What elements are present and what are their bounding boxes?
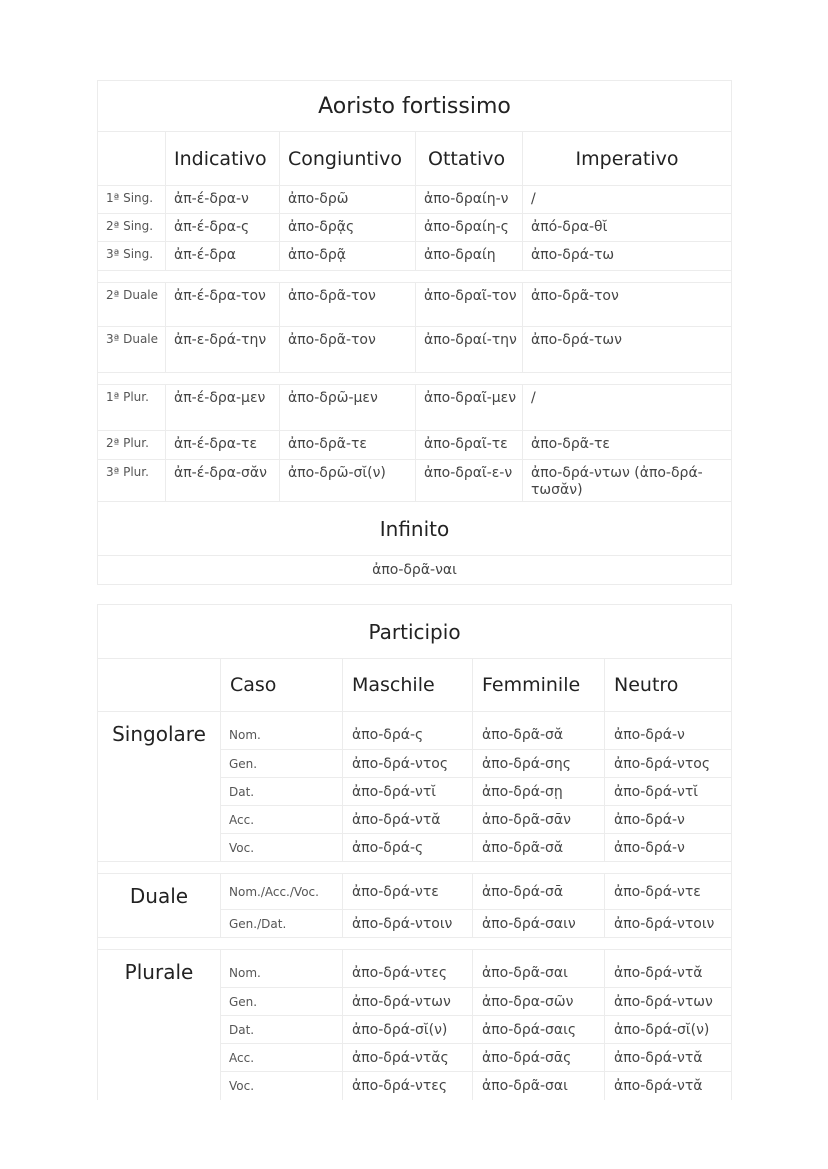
cell: ἀπό-δρα-θῐ: [523, 214, 732, 242]
cell: ἀπο-δρά-ντες: [343, 950, 473, 988]
cell: ἀπο-δρᾷς: [280, 214, 416, 242]
row-label: 2ª Sing.: [98, 214, 166, 242]
cell: ἀπο-δρά-ντᾰς: [343, 1044, 473, 1072]
cell: ἀπο-δρά-ς: [343, 834, 473, 862]
row-label: 1ª Sing.: [98, 186, 166, 214]
infinito-value: ἀπο-δρᾶ-ναι: [98, 556, 732, 585]
table-row: [98, 950, 732, 988]
cell: ἀπο-δραίη-ν: [416, 186, 523, 214]
cell: ἀπο-δρᾶ-σαι: [473, 1072, 605, 1100]
infinito-title: Infinito: [98, 502, 732, 556]
row-label: 2ª Duale: [98, 283, 166, 327]
cell: ἀπο-δρά-ντε: [605, 874, 732, 910]
cell: ἀπο-δρᾶ-σαι: [473, 950, 605, 988]
row-separator: [98, 271, 732, 283]
cell: ἀπο-δρά-σης: [473, 750, 605, 778]
cell: ἀπο-δρῶ-μεν: [280, 385, 416, 431]
case-label: Voc.: [221, 1072, 343, 1100]
cell: ἀπ-έ-δρα-ν: [166, 186, 280, 214]
case-label: Nom.: [221, 950, 343, 988]
case-label: Dat.: [221, 1016, 343, 1044]
header-femminile: Femminile: [473, 659, 605, 712]
row-separator: [98, 373, 732, 385]
case-label: Gen.: [221, 988, 343, 1016]
cell: ἀπο-δρά-ντος: [343, 750, 473, 778]
cell: ἀπο-δρᾶ-τον: [523, 283, 732, 327]
cell: ἀπ-έ-δρα-τον: [166, 283, 280, 327]
case-label: Acc.: [221, 806, 343, 834]
case-label: Nom./Acc./Voc.: [221, 874, 343, 910]
header-ottativo: Ottativo: [416, 132, 523, 186]
cell: ἀπο-δρά-σῐ(ν): [343, 1016, 473, 1044]
cell: ἀπο-δρά-ντων: [605, 988, 732, 1016]
cell: ἀπο-δρά-ντᾰ: [605, 1072, 732, 1100]
cell: ἀπο-δρά-σᾱς: [473, 1044, 605, 1072]
header-caso: Caso: [221, 659, 343, 712]
cell: ἀπο-δρά-ντων: [343, 988, 473, 1016]
cell: ἀπ-έ-δρα-μεν: [166, 385, 280, 431]
case-label: Dat.: [221, 778, 343, 806]
cell: /: [523, 385, 732, 431]
cell: ἀπο-δρά-ς: [343, 712, 473, 750]
cell: ἀπο-δρά-σαις: [473, 1016, 605, 1044]
cell: ἀπο-δρᾷ: [280, 242, 416, 271]
cell: ἀπο-δρα-σῶν: [473, 988, 605, 1016]
participle-title: Participio: [98, 605, 732, 659]
header-indicativo: Indicativo: [166, 132, 280, 186]
case-label: Acc.: [221, 1044, 343, 1072]
aorist-title: Aoristo fortissimo: [98, 81, 732, 132]
cell: ἀπο-δρά-ν: [605, 806, 732, 834]
cell: ἀπο-δρά-ν: [605, 712, 732, 750]
row-separator: [98, 862, 732, 874]
cell: ἀπο-δραῖ-τον: [416, 283, 523, 327]
cell: ἀπο-δρᾶ-τε: [523, 431, 732, 460]
cell: /: [523, 186, 732, 214]
cell: ἀπο-δρά-ντῐ: [605, 778, 732, 806]
row-label: 3ª Duale: [98, 327, 166, 373]
row-separator: [98, 938, 732, 950]
cell: ἀπο-δρά-σῐ(ν): [605, 1016, 732, 1044]
row-label: 1ª Plur.: [98, 385, 166, 431]
cell: ἀπο-δραίη: [416, 242, 523, 271]
case-label: Gen.: [221, 750, 343, 778]
header-empty-cell: [98, 659, 221, 712]
cell: ἀπ-έ-δρα-ς: [166, 214, 280, 242]
cell: ἀπο-δρά-ντῐ: [343, 778, 473, 806]
aorist-table: [97, 80, 732, 585]
cell: ἀπ-έ-δρα-σᾰν: [166, 460, 280, 502]
cell: ἀπο-δρά-τω: [523, 242, 732, 271]
number-label-duale: Duale: [98, 874, 221, 938]
cell: ἀπο-δρᾶ-σᾰ: [473, 712, 605, 750]
cell: ἀπ-ε-δρά-την: [166, 327, 280, 373]
cell: ἀπο-δρά-σῃ: [473, 778, 605, 806]
case-label: Voc.: [221, 834, 343, 862]
cell: ἀπ-έ-δρα: [166, 242, 280, 271]
cell: ἀπο-δρά-σᾱ: [473, 874, 605, 910]
cell: ἀπο-δρά-ντᾰ: [605, 950, 732, 988]
cell: ἀπο-δρά-ν: [605, 834, 732, 862]
cell: ἀπο-δρᾶ-σᾰ: [473, 834, 605, 862]
cell: ἀπο-δρά-ντος: [605, 750, 732, 778]
table-row: [98, 327, 732, 373]
cell: ἀπο-δρᾶ-τον: [280, 283, 416, 327]
cell: ἀπο-δραί-την: [416, 327, 523, 373]
cell: ἀπο-δρά-ντε: [343, 874, 473, 910]
cell: ἀπο-δραίη-ς: [416, 214, 523, 242]
cell: ἀπο-δρά-ντοιν: [343, 910, 473, 938]
row-label: 3ª Sing.: [98, 242, 166, 271]
cell: ἀπο-δρά-ντᾰ: [605, 1044, 732, 1072]
cell: ἀπο-δρᾶ-τον: [280, 327, 416, 373]
cell: ἀπο-δρά-ντοιν: [605, 910, 732, 938]
cell: ἀπο-δρῶ: [280, 186, 416, 214]
header-empty-cell: [98, 132, 166, 186]
table-row: [98, 712, 732, 750]
cell: ἀπο-δρά-των: [523, 327, 732, 373]
table-row: [98, 242, 732, 271]
table-row: [98, 214, 732, 242]
cell: ἀπο-δρά-ντων (ἀπο-δρά-τωσᾰν): [523, 460, 732, 502]
table-row: [98, 874, 732, 910]
case-label: Nom.: [221, 712, 343, 750]
table-row: [98, 186, 732, 214]
header-congiuntivo: Congiuntivo: [280, 132, 416, 186]
row-label: 3ª Plur.: [98, 460, 166, 502]
cell: ἀπο-δρᾶ-σᾱν: [473, 806, 605, 834]
cell: ἀπ-έ-δρα-τε: [166, 431, 280, 460]
participle-table: [97, 604, 732, 1100]
cell: ἀπο-δραῖ-μεν: [416, 385, 523, 431]
header-maschile: Maschile: [343, 659, 473, 712]
cell: ἀπο-δρά-σαιν: [473, 910, 605, 938]
table-row: [98, 283, 732, 327]
cell: ἀπο-δραῖ-τε: [416, 431, 523, 460]
table-row: [98, 385, 732, 431]
number-label-plurale: Plurale: [98, 950, 221, 1100]
header-imperativo: Imperativo: [523, 132, 732, 186]
cell: ἀπο-δρῶ-σῐ(ν): [280, 460, 416, 502]
table-row: [98, 431, 732, 460]
case-label: Gen./Dat.: [221, 910, 343, 938]
cell: ἀπο-δρά-ντες: [343, 1072, 473, 1100]
header-neutro: Neutro: [605, 659, 732, 712]
row-label: 2ª Plur.: [98, 431, 166, 460]
table-row: [98, 460, 732, 502]
number-label-singolare: Singolare: [98, 712, 221, 862]
cell: ἀπο-δρά-ντᾰ: [343, 806, 473, 834]
cell: ἀπο-δραῖ-ε-ν: [416, 460, 523, 502]
cell: ἀπο-δρᾶ-τε: [280, 431, 416, 460]
